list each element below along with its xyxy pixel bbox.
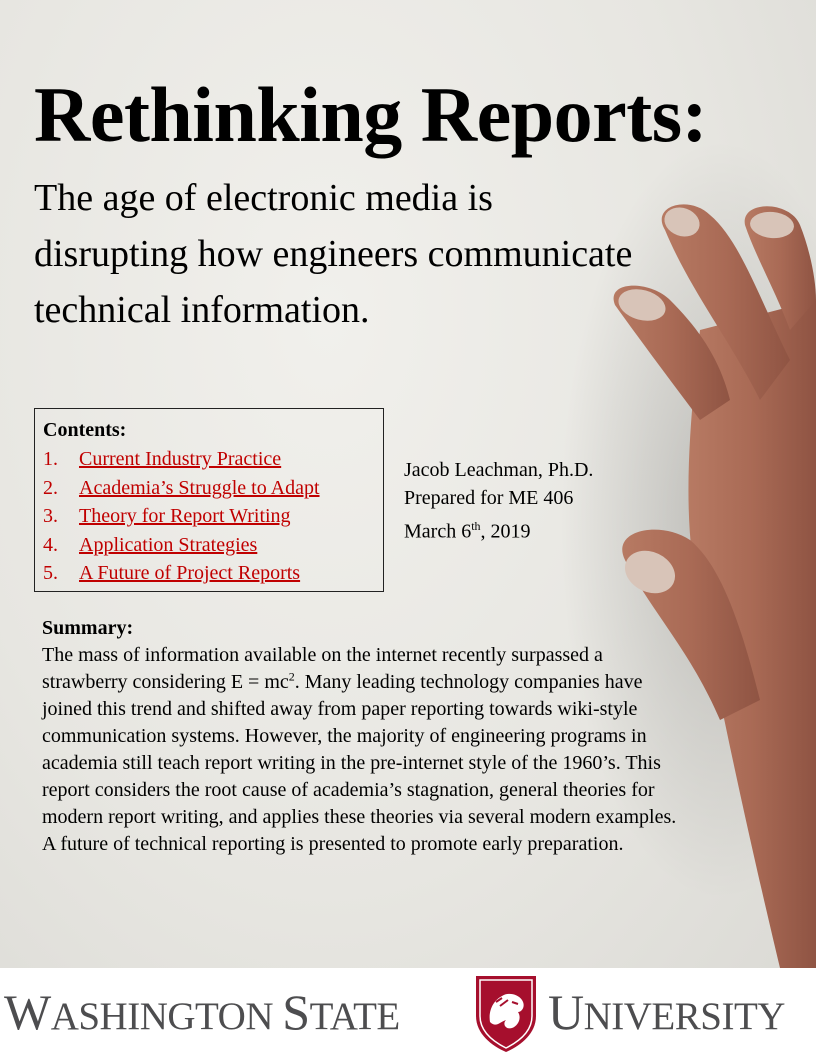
wsu-wordmark-right [548,982,785,1047]
contents-link-theory-for-report-writing[interactable]: Theory for Report Writing [79,505,291,527]
wsu-footer [0,968,816,1056]
summary-heading: Summary: [42,617,134,639]
contents-item-number: 1. [43,448,58,470]
date-prefix: March 6 [404,520,472,543]
report-date [404,512,704,546]
wordmark-smallcaps: TATE [309,995,400,1038]
contents-link-application-strategies[interactable]: Application Strategies [79,533,258,556]
wordmark-smallcaps: NIVERSITY [583,995,785,1038]
wordmark-initial: W [4,984,51,1040]
contents-item-number: 4. [43,533,58,556]
author-name: Jacob Leachman, Ph.D. [404,459,594,481]
contents-item [43,474,375,503]
contents-item [43,502,375,531]
contents-list [43,445,375,588]
summary-superscript: 2 [288,669,295,684]
summary-text-part2: . Many leading technology companies have joined this trend and shifted away from paper reporting towards wiki-style communication systems. However, the majority of engineering programs in academia still teach report writing in the pre-internet style of the 1960’s. This report considers the root cause of academia’s stagnation, general theories for modern report writing, and applies these theories via several modern examples. A future of technical reporting is presented to promote early preparation. [42,671,677,855]
summary-text-part1: The mass of information available on the internet recently surpassed a strawberry considering E = mc [42,644,603,693]
wsu-cougar-shield-icon [472,972,540,1054]
contents-item [43,445,375,474]
contents-link-future-of-project-reports[interactable]: A Future of Project Reports [79,562,301,584]
contents-item [43,559,375,588]
wordmark-initial: U [548,984,584,1040]
wordmark-initial: S [282,984,310,1040]
prepared-for: Prepared for ME 406 [404,487,574,509]
contents-item-number: 2. [43,476,58,499]
page-title: Rethinking Reports: [34,71,708,158]
wordmark-smallcaps: ASHINGTON [50,995,283,1038]
wsu-wordmark-left [4,982,400,1047]
contents-heading: Contents: [43,419,127,441]
summary-body [42,642,682,858]
author-block [404,456,704,546]
subtitle: The age of electronic media is disrupting how engineers communicate technical information. [34,177,633,331]
contents-box [34,408,384,592]
date-year: , 2019 [480,520,531,543]
contents-link-academias-struggle[interactable]: Academia’s Struggle to Adapt [79,476,320,499]
date-suffix-ordinal: th [471,519,481,533]
contents-item-number: 3. [43,505,58,527]
contents-item [43,531,375,560]
contents-link-current-industry-practice[interactable]: Current Industry Practice [79,448,282,470]
contents-item-number: 5. [43,562,58,584]
summary-section [42,615,682,858]
